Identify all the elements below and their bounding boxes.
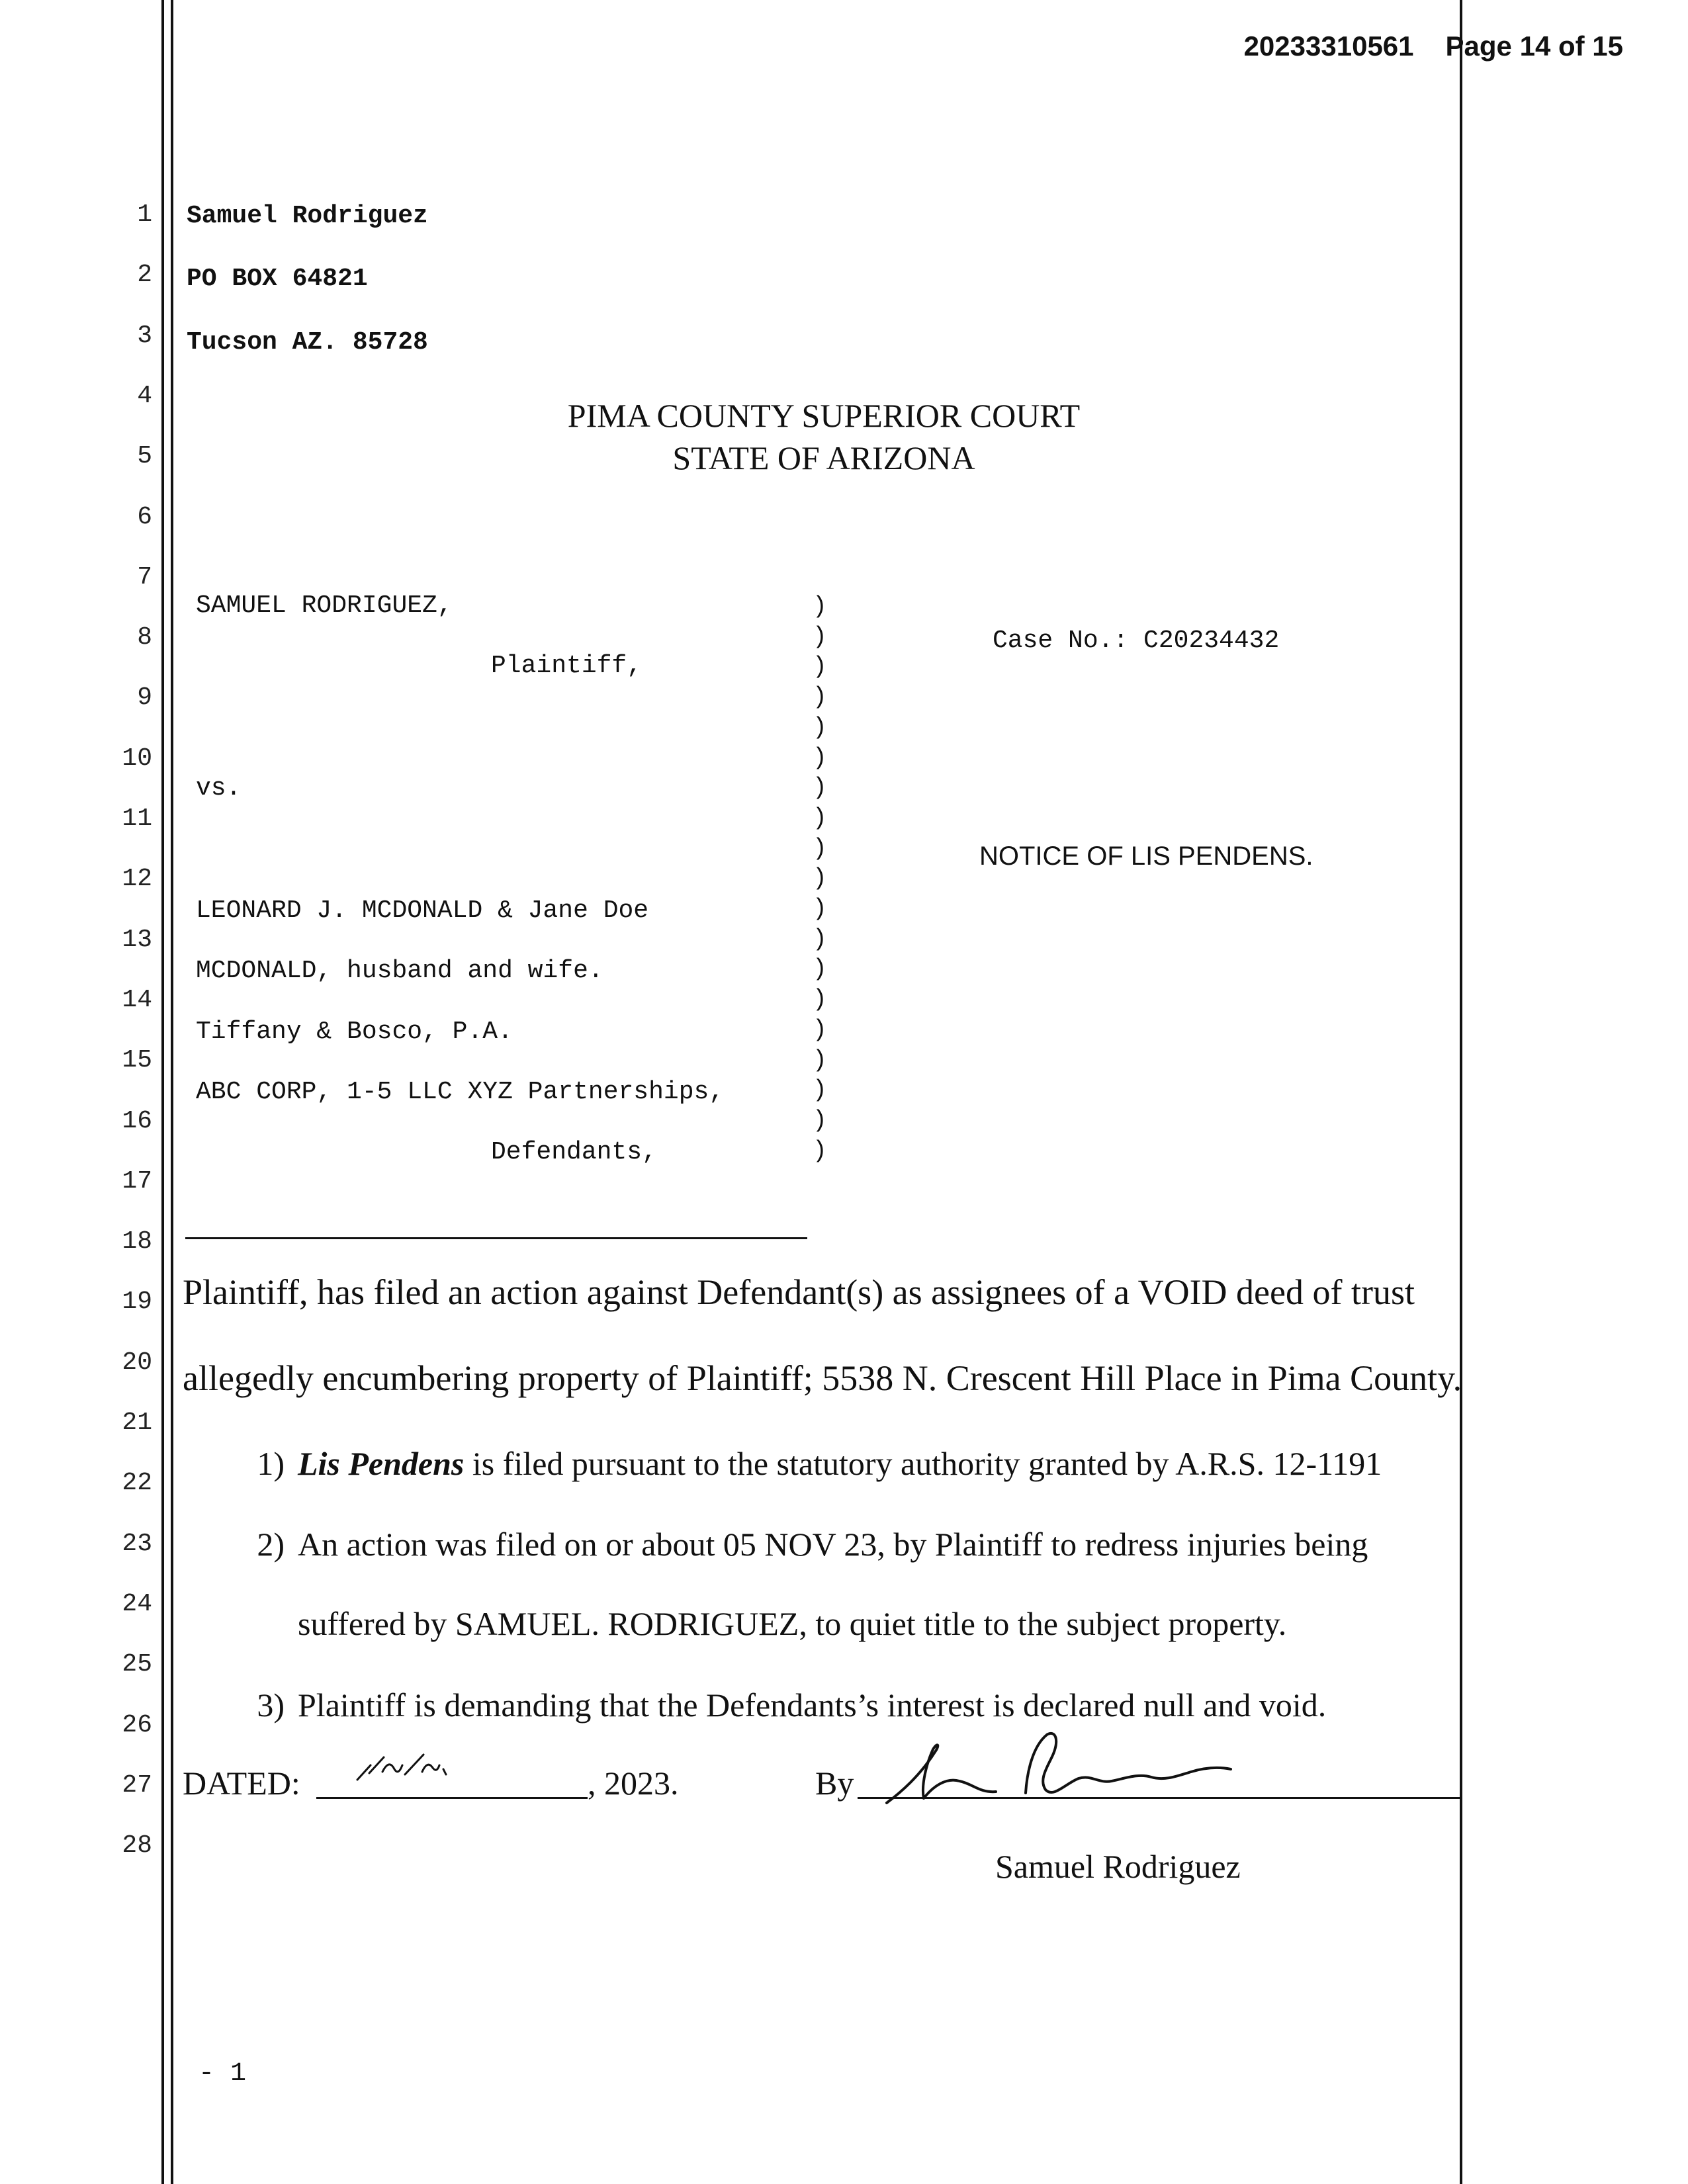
line-number: 8 — [137, 623, 152, 652]
line-number: 26 — [122, 1711, 152, 1739]
caption-paren: ) — [813, 1016, 827, 1043]
right-margin-line — [1460, 0, 1462, 2184]
line-number: 27 — [122, 1771, 152, 1800]
line-number: 9 — [137, 683, 152, 712]
document-title: NOTICE OF LIS PENDENS. — [979, 842, 1313, 871]
lis-pendens-emphasis: Lis Pendens — [298, 1445, 465, 1482]
line-number: 22 — [122, 1469, 152, 1497]
list-item-1 — [238, 1444, 1382, 1483]
line-number: 24 — [122, 1590, 152, 1618]
plaintiff-name: SAMUEL RODRIGUEZ, — [196, 591, 453, 620]
list-item-3 — [238, 1686, 1326, 1724]
line-number: 15 — [122, 1046, 152, 1074]
caption-paren: ) — [813, 986, 827, 1013]
line-number: 5 — [137, 442, 152, 470]
filer-po-box: PO BOX 64821 — [187, 265, 368, 293]
left-margin-line-outer — [161, 0, 164, 2184]
list-item-3-text: Plaintiff is demanding that the Defendants’s interest is declared null and void. — [298, 1686, 1327, 1724]
plaintiff-role: Plaintiff, — [491, 652, 643, 680]
defendant-line-4: ABC CORP, 1-5 LLC XYZ Partnerships, — [196, 1078, 725, 1106]
line-number: 12 — [122, 865, 152, 893]
caption-paren: ) — [813, 805, 827, 832]
caption-paren: ) — [813, 623, 827, 650]
list-item-1-number: 1) — [257, 1445, 285, 1482]
caption-paren: ) — [813, 653, 827, 680]
line-number: 25 — [122, 1650, 152, 1679]
intro-line-2: allegedly encumbering property of Plaintiff; 5538 N. Crescent Hill Place in Pima County. — [183, 1358, 1462, 1398]
line-number: 13 — [122, 926, 152, 954]
defendants-role: Defendants, — [491, 1138, 657, 1166]
dated-label: DATED: — [183, 1765, 300, 1802]
line-number: 4 — [137, 382, 152, 410]
caption-paren: ) — [813, 926, 827, 953]
line-number: 19 — [122, 1288, 152, 1316]
recording-header — [1244, 30, 1623, 62]
list-item-2-text: An action was filed on or about 05 NOV 23, by Plaintiff to redress injuries being — [298, 1526, 1368, 1563]
year-suffix: , 2023. — [588, 1765, 679, 1802]
line-number: 10 — [122, 744, 152, 773]
caption-paren: ) — [813, 593, 827, 620]
line-number: 2 — [137, 261, 152, 289]
document-number: 20233310561 — [1243, 30, 1414, 62]
list-item-2-continuation: suffered by SAMUEL. RODRIGUEZ, to quiet title to the subject property. — [298, 1605, 1287, 1642]
court-name: PIMA COUNTY SUPERIOR COURT — [567, 397, 1081, 434]
caption-paren: ) — [813, 1137, 827, 1164]
intro-line-1: Plaintiff, has filed an action against Defendant(s) as assignees of a VOID deed of trust — [183, 1272, 1415, 1312]
line-number: 3 — [137, 322, 152, 350]
caption-paren: ) — [813, 895, 827, 922]
case-number: Case No.: C20234432 — [993, 627, 1280, 655]
line-number: 16 — [122, 1107, 152, 1135]
versus-label: vs. — [196, 774, 242, 803]
line-number: 7 — [137, 563, 152, 591]
caption-paren: ) — [813, 774, 827, 801]
list-item-2-number: 2) — [257, 1526, 285, 1563]
handwritten-signature — [873, 1720, 1244, 1819]
line-number: 14 — [122, 986, 152, 1014]
caption-paren: ) — [813, 744, 827, 771]
line-number: 21 — [122, 1409, 152, 1437]
caption-paren: ) — [813, 835, 827, 862]
caption-paren: ) — [813, 1076, 827, 1104]
date-underline — [316, 1797, 588, 1799]
page-label: Page 14 of 15 — [1445, 30, 1623, 62]
defendant-line-2: MCDONALD, husband and wife. — [196, 957, 603, 985]
line-number: 11 — [122, 805, 152, 833]
handwritten-date — [344, 1745, 476, 1792]
court-state: STATE OF ARIZONA — [672, 439, 975, 476]
line-number: 1 — [137, 200, 152, 229]
caption-paren: ) — [813, 865, 827, 892]
caption-paren: ) — [813, 1047, 827, 1074]
list-item-1-text: is filed pursuant to the statutory authority granted by A.R.S. 12-1191 — [464, 1445, 1382, 1482]
line-number: 23 — [122, 1530, 152, 1558]
line-number: 28 — [122, 1831, 152, 1860]
caption-paren: ) — [813, 683, 827, 711]
line-number: 18 — [122, 1227, 152, 1256]
filer-name: Samuel Rodriguez — [187, 202, 428, 230]
signer-name: Samuel Rodriguez — [995, 1848, 1241, 1885]
line-number: 17 — [122, 1167, 152, 1196]
defendant-line-3: Tiffany & Bosco, P.A. — [196, 1018, 513, 1046]
line-number: 6 — [137, 503, 152, 531]
caption-rule — [185, 1237, 807, 1239]
filer-city: Tucson AZ. 85728 — [187, 328, 428, 357]
court-heading — [450, 394, 1198, 479]
caption-paren: ) — [813, 714, 827, 741]
caption-paren: ) — [813, 955, 827, 983]
caption-paren: ) — [813, 1107, 827, 1134]
defendant-line-1: LEONARD J. MCDONALD & Jane Doe — [196, 896, 649, 925]
left-margin-line-inner — [171, 0, 173, 2184]
line-number: 20 — [122, 1348, 152, 1377]
list-item-3-number: 3) — [257, 1686, 285, 1724]
list-item-2 — [238, 1525, 1368, 1563]
page-marker: - 1 — [199, 2059, 247, 2089]
by-label: By — [815, 1765, 854, 1802]
